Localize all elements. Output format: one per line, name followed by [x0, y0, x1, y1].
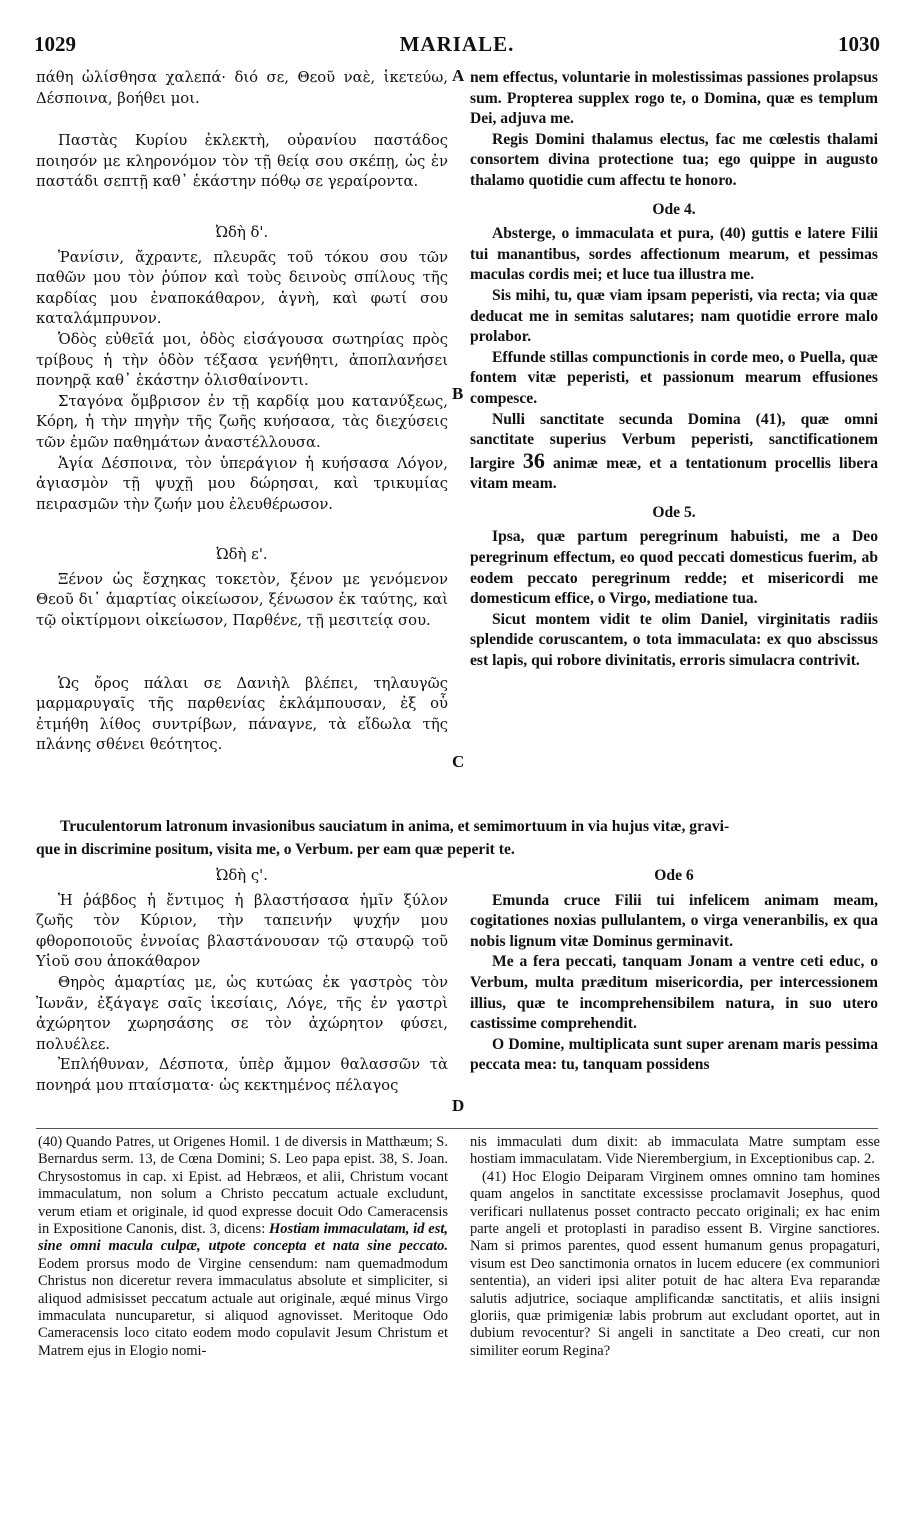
footnote-40-quote: Hostiam immaculatam, id est, sine omni macula culpæ, utpote concepta et nata sine peccato. — [38, 1221, 448, 1255]
greek-paragraph: Ἐπλήθυναν, Δέσποτα, ὑπὲρ ἄμμον θαλασσῶν τὰ πονηρά μου πταίσματα· ὡς κεκτημένος πέλαγος — [36, 1056, 448, 1094]
footnotes-left — [38, 1134, 448, 1360]
section-marker-c: C — [452, 752, 465, 771]
column-number: 36 — [522, 447, 545, 473]
section-marker-b: B — [452, 384, 464, 403]
running-title: MARIALE. — [399, 32, 515, 56]
spanning-line: Truculentorum latronum invasionibus sauciatum in anima, et semimortuum in via hujus vitæ, gravi- — [60, 818, 730, 835]
footnotes-right — [470, 1134, 880, 1360]
latin-paragraph: Absterge, o immaculata et pura, (40) guttis e latere Filii tui manantibus, sordes affectionum mearum, et pessimas maculas cordis mei; et luce tua illustra me. — [470, 225, 878, 284]
greek-paragraph: Θηρὸς ἁμαρτίας με, ὡς κυτώας ἐκ γαστρὸς τὸν Ἰωνᾶν, ἐξάγαγε σαῖς ἱκεσίαις, Λόγε, τῆς ἐν γαστρὶ ἀχώρητον χωρησάσης σε τὸν ἀχώρητον φύσει, πολυέλεε. — [36, 973, 448, 1053]
section-marker-d: D — [452, 1096, 465, 1115]
footnote-40-text-cont: Eodem prorsus modo de Virgine censendum: nam quemadmodum Christus non diceretur revera immaculatus absolute et simpliciter, si aliquod admisisset peccatum actuale aut originale, æqué minus Virgo immaculata nuncuparetur, si aliquod agnovisset. Meritoque Odo Cameracensis loco citato eodem modo copulavit Jesum Christum et Matrem ejus in Elogio nomi- — [38, 1255, 448, 1359]
page-number-left: 1029 — [34, 32, 76, 56]
latin-ode-heading: Ode 5. — [652, 503, 696, 521]
latin-paragraph: Effunde stillas compunctionis in corde meo, o Puella, quæ fontem vitæ peperisti, et passionum mearum effusiones compesce. — [470, 348, 878, 407]
latin-column-lower — [470, 866, 878, 1076]
greek-paragraph: Ἡ ῥάβδος ἡ ἔντιμος ἡ βλαστήσασα ἡμῖν ξύλον ζωῆς τὸν Κύριον, τὴν ταπεινήν ψυχήν μου φθοροποιοῦς ἐννοίας βλαστάνουσαν τῷ σταυρῷ τοῦ Υἱοῦ σου ἀποκάθαρον — [36, 891, 448, 971]
greek-paragraph: Ἁγία Δέσποινα, τὸν ὑπεράγιον ἡ κυήσασα Λόγον, ἁγιασμὸν τῇ ψυχῇ μου δώρησαι, καὶ τρικυμίας πειρασμῶν τὴν ζωήν μου ἐλευθέρωσον. — [36, 454, 448, 513]
latin-column — [470, 68, 878, 672]
footnote-divider — [36, 1128, 878, 1129]
footnote-text — [38, 1134, 448, 1360]
latin-paragraph — [470, 410, 878, 495]
latin-paragraph: O Domine, multiplicata sunt super arenam maris pessima peccata mea: tu, tanquam possidens — [470, 1035, 878, 1074]
greek-paragraph: Παστὰς Κυρίου ἐκλεκτὴ, οὐρανίου παστάδος ποιησόν με κληρονόμον τὸν τῇ θείᾳ σου σκέπῃ, ὡς ἐν παστάδι σεπτῇ καθ᾽ ἑκάστην πόθῳ σε γεραίροντα. — [36, 132, 448, 191]
latin-paragraph: Sis mihi, tu, quæ viam ipsam peperisti, via recta; via quæ deducat me in semitas salutares; nam quotidie errore malo prolabor. — [470, 286, 878, 346]
latin-paragraph: Regis Domini thalamus electus, fac me cœlestis thalami consortem divina protectione tua; ego quippe in augusto thalamo quotidie cum affectu te honoro. — [470, 130, 878, 189]
latin-paragraph: Me a fera peccati, tanquam Jonam a ventre ceti educ, o Verbum, multa præditum misericordia, per intercessionem illius, quæ te incomprehensibilem natura, in suo utero castissime comprehendit. — [470, 953, 878, 1033]
footnote-41: (41) Hoc Elogio Deiparam Virginem omnes omnino tam homines quam angelos in sanctitate excessisse proclamavit Josephus, quod verificari nullatenus posset contracto peccato originali; ex hac enim parte angeli et protoplasti in paradiso essent B. Virgine sanctiores. Nam si primos parentes, quod essent humanum genus propagaturi, visum est Deo sanctimonia ornatos in lucem educere (ex communiori sententia), an videri ipsi aliter potuit de hac altera Eva reparandæ salutis adjutrice, sociaque amplificandæ sanctitatis, et aliis insigni gloriis, quæ primigeniæ labis probrum aut excludant oportet, aut in dubium revocentur? Si angeli in sanctitate a Deo creati, cur non similiter eorum Regina? — [470, 1168, 880, 1359]
greek-paragraph: Σταγόνα ὄμβρισον ἐν τῇ καρδίᾳ μου κατανύξεως, Κόρη, ἡ τὴν πηγὴν τῆς ζωῆς κυήσασα, τὰς διεχύσεις τῶν ἐμῶν παθημάτων ἀναστέλλουσα. — [36, 392, 448, 451]
greek-column-lower — [36, 866, 448, 1097]
greek-ode-heading: Ὠδὴ ε'. — [216, 546, 268, 564]
greek-column — [36, 68, 448, 756]
latin-paragraph: Emunda cruce Filii tui infelicem animam meam, cogitationes noxias pullulantem, o virga veneranbilis, ex qua nobis lignum vitæ Dominus germinavit. — [470, 891, 878, 950]
spanning-line: que in discrimine positum, visita me, o Verbum. per eam quæ peperit te. — [36, 841, 515, 858]
latin-paragraph: Sicut montem vidit te olim Daniel, virginitatis radiis splendide coruscantem, o tota immaculata: ex quo abscissus est lapis, qui robore divinitatis, erroris simulacra contrivit. — [470, 610, 878, 670]
latin-text: animæ meæ, et a tentationum procellis libera vitam meam. — [470, 454, 879, 493]
greek-paragraph: πάθη ὠλίσθησα χαλεπά· διό σε, Θεοῦ ναὲ, ἱκετεύω, Δέσποινα, βοήθει μοι. — [36, 69, 448, 107]
footnote-40-continued: nis immaculati dum dixit: ab immaculata Matre sumptam esse hostiam immaculatam. Vide Nierembergium, in Exceptionibus cap. 2. — [470, 1134, 880, 1168]
greek-paragraph: Ξένον ὡς ἔσχηκας τοκετὸν, ξένον με γενόμενον Θεοῦ δι᾽ ἁμαρτίας οἰκείωσον, ξένωσον ἐκ ταύτης, καὶ τῷ οἰκτίρμονι οἰκείωσον, Παρθένε, τῇ μεσιτείᾳ σου. — [36, 570, 448, 630]
latin-paragraph: Ipsa, quæ partum peregrinum habuisti, me a Deo peregrinum effectum, eo quod peccati domesticus fuerim, ab eodem peccato peregrinum redde; et misericordi me domesticum effice, o Virgo, mediatione tua. — [470, 528, 878, 608]
greek-paragraph: Ὁδὸς εὐθεῖά μοι, ὁδὸς εἰσάγουσα σωτηρίας πρὸς τρίβους ἡ τὴν ὁδὸν τέξασα γενήθητι, ἀποπλανήσει πονηρᾷ καθ᾽ ἑκάστην ὀλισθαίνοντι. — [36, 330, 448, 390]
page-header — [34, 32, 880, 62]
footnote-40-text: (40) Quando Patres, ut Origenes Homil. 1 de diversis in Matthæum; S. Bernardus serm. 13, de Cœna Domini; S. Leo papa epist. 38, S. Joan. Chrysostomus in cap. xi Epist. ad Hebræos, et alii, Christum vocant immaculatum, non solum a Christo peccatum actuale excludunt, verum etiam et originale, id quod expresse docuit Odo Cameracensis in Expositione Canonis, dist. 3, dicens: — [38, 1134, 448, 1238]
latin-ode-heading: Ode 4. — [652, 200, 696, 218]
latin-ode-heading: Ode 6 — [654, 867, 694, 884]
greek-paragraph: Ὡς ὄρος πάλαι σε Δανιὴλ βλέπει, τηλαυγῶς μαρμαρυγαῖς τῆς παρθενίας ἐκλάμπουσαν, ἐξ οὗ ἐτμήθη λίθος συντρίβων, πάναγνε, τὰ εἴδωλα τῆς πλάνης σθένει θεότητος. — [36, 674, 448, 754]
latin-text: Nulli sanctitate secunda Domina (41), quæ omni sanctitate superius Verbum peperisti, sanctificationem largire — [470, 410, 878, 472]
latin-paragraph: nem effectus, voluntarie in molestissimas passiones prolapsus sum. Propterea supplex rogo te, o Domina, quæ es templum Dei, adjuva me. — [470, 69, 878, 128]
greek-ode-heading: Ὠδὴ ς'. — [216, 867, 268, 884]
greek-paragraph: Ῥανίσιν, ἄχραντε, πλευρᾶς τοῦ τόκου σου τῶν παθῶν μου τὸν ῥύπον καὶ τοὺς δεινοὺς σπίλους τῆς καρδίας μου ἐναποκάθαρον, ἁγνὴ, καὶ φωτί σου καταλάμπρυνον. — [36, 248, 448, 328]
page-number-right: 1030 — [838, 32, 880, 56]
greek-ode-heading: Ὠδὴ δ'. — [215, 223, 269, 241]
section-marker-a: A — [452, 66, 465, 85]
